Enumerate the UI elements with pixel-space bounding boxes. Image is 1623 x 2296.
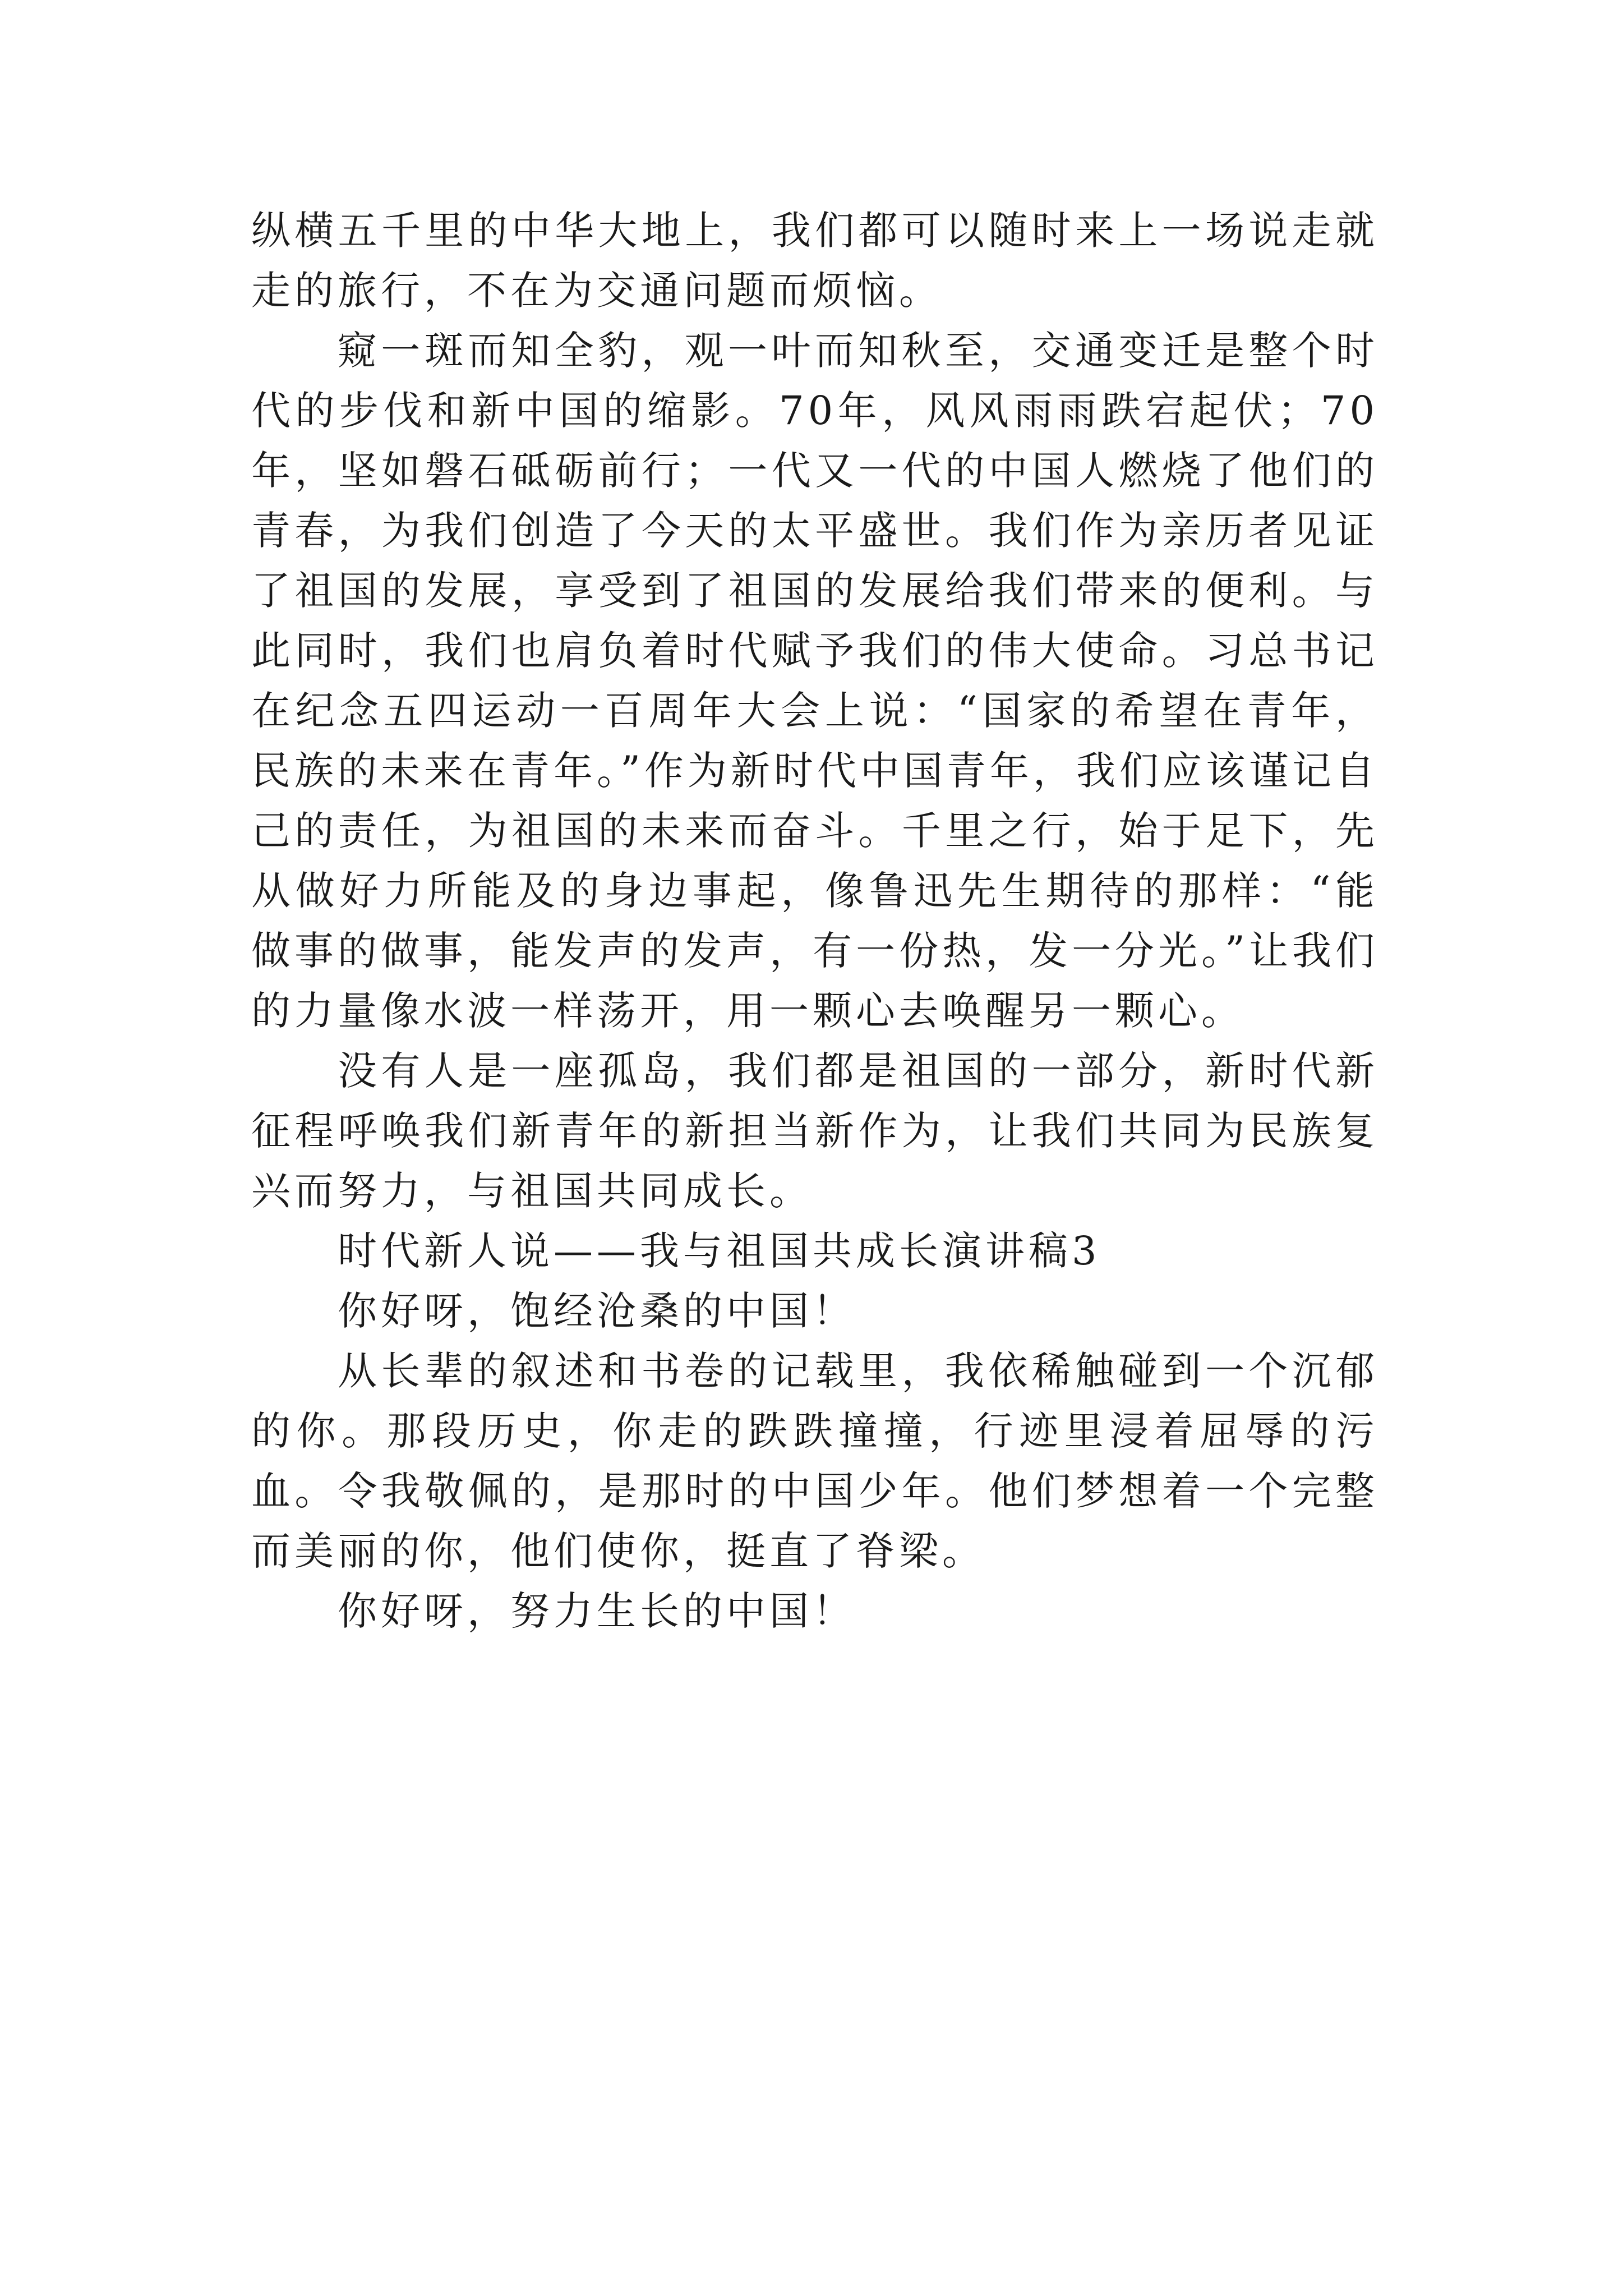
paragraph-6: 从长辈的叙述和书卷的记载里，我依稀触碰到一个沉郁的你。那段历史，你走的跌跌撞撞，行迹里浸着屈辱的污血。令我敬佩的，是那时的中国少年。他们梦想着一个完整而美丽的你，他们使你，挺直了脊梁。 — [251, 1348, 1378, 1574]
body-text — [251, 201, 1378, 1641]
section-heading: 时代新人说——我与祖国共成长演讲稿3 — [338, 1228, 1101, 1274]
paragraph-3: 没有人是一座孤岛，我们都是祖国的一部分，新时代新征程呼唤我们新青年的新担当新作为，让我们共同为民族复兴而努力，与祖国共同成长。 — [251, 1048, 1378, 1214]
paragraph-7: 你好呀，努力生长的中国！ — [338, 1588, 856, 1634]
paragraph-2: 窥一斑而知全豹，观一叶而知秋至，交通变迁是整个时代的步伐和新中国的缩影。70年，风风雨雨跌宕起伏；70年，坚如磐石砥砺前行；一代又一代的中国人燃烧了他们的青春，为我们创造了今天的太平盛世。我们作为亲历者见证了祖国的发展，享受到了祖国的发展给我们带来的便利。与此同时，我们也肩负着时代赋予我们的伟大使命。习总书记在纪念五四运动一百周年大会上说：“国家的希望在青年，民族的未来在青年。”作为新时代中国青年，我们应该谨记自己的责任，为祖国的未来而奋斗。千里之行，始于足下，先从做好力所能及的身边事起，像鲁迅先生期待的那样：“能做事的做事，能发声的发声，有一份热，发一分光。”让我们的力量像水波一样荡开，用一颗心去唤醒另一颗心。 — [251, 328, 1378, 1034]
paragraph-1: 纵横五千里的中华大地上，我们都可以随时来上一场说走就走的旅行，不在为交通问题而烦恼。 — [251, 208, 1378, 314]
paragraph-5: 你好呀，饱经沧桑的中国！ — [338, 1288, 856, 1334]
